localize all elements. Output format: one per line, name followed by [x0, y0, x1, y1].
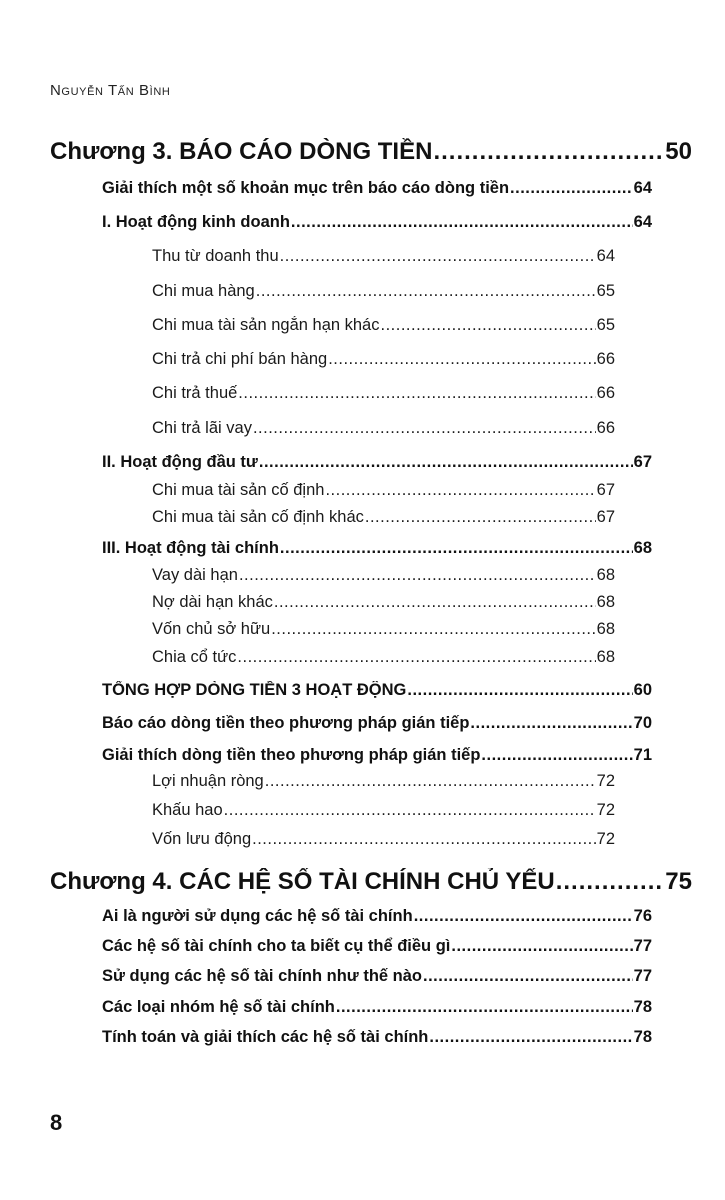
- dot-leader: [280, 539, 633, 558]
- dot-leader: [451, 937, 632, 956]
- toc-page-number: 64: [633, 179, 652, 197]
- toc-item-title: Nợ dài hạn khác: [152, 593, 273, 611]
- toc-item-title: Chi trả chi phí bán hàng: [152, 350, 328, 368]
- dot-leader: [256, 282, 596, 301]
- toc-item[interactable]: [152, 384, 615, 403]
- toc-item-title: Vốn lưu động: [152, 830, 252, 848]
- toc-section-title: Giải thích dòng tiền theo phương pháp gián tiếp: [102, 746, 481, 764]
- toc-page-number: 67: [596, 508, 615, 526]
- toc-item[interactable]: [152, 508, 615, 527]
- dot-leader: [365, 508, 596, 527]
- toc-section[interactable]: [102, 967, 652, 986]
- dot-leader: [265, 772, 596, 791]
- dot-leader: [336, 998, 633, 1017]
- toc-page-number: 68: [596, 648, 615, 666]
- toc-page-number: 68: [596, 593, 615, 611]
- toc-section-title: TỔNG HỢP DÒNG TIỀN 3 HOẠT ĐỘNG: [102, 681, 407, 699]
- toc-item-title: Khấu hao: [152, 801, 223, 819]
- dot-leader: [407, 681, 632, 700]
- dot-leader: [271, 620, 595, 639]
- toc-page-number: 72: [596, 801, 615, 819]
- toc-section-title: Giải thích một số khoản mục trên báo cáo dòng tiền: [102, 179, 510, 197]
- toc-section[interactable]: [102, 907, 652, 926]
- toc-section[interactable]: [102, 453, 652, 472]
- toc-item-title: Chi trả thuế: [152, 384, 238, 402]
- toc-item-title: Chia cổ tức: [152, 648, 237, 666]
- toc-section-title: Ai là người sử dụng các hệ số tài chính: [102, 907, 413, 925]
- toc-section[interactable]: [102, 539, 652, 558]
- toc-item[interactable]: [152, 772, 615, 791]
- toc-item[interactable]: [152, 801, 615, 820]
- toc-section[interactable]: [102, 746, 652, 765]
- toc-item[interactable]: [152, 593, 615, 612]
- toc-chapter-title: Chương 4. CÁC HỆ SỐ TÀI CHÍNH CHỦ YẾU: [50, 868, 555, 895]
- dot-leader: [274, 593, 596, 612]
- toc-section-title: Tính toán và giải thích các hệ số tài chính: [102, 1028, 429, 1046]
- toc-item[interactable]: [152, 247, 615, 266]
- toc-section-title: Sử dụng các hệ số tài chính như thế nào: [102, 967, 423, 985]
- dot-leader: [239, 566, 596, 585]
- dot-leader: [238, 384, 595, 403]
- toc-item-title: Chi mua tài sản cố định: [152, 481, 325, 499]
- toc-item[interactable]: [152, 350, 615, 369]
- toc-section-title: Các hệ số tài chính cho ta biết cụ thể điều gì: [102, 937, 451, 955]
- dot-leader: [556, 868, 665, 896]
- toc-page-number: 68: [633, 539, 652, 557]
- toc-item-title: Lợi nhuận ròng: [152, 772, 264, 790]
- dot-leader: [380, 316, 595, 335]
- toc-item[interactable]: [152, 316, 615, 335]
- page-number: 8: [50, 1110, 63, 1135]
- dot-leader: [259, 453, 633, 472]
- toc-page-number: 67: [633, 453, 652, 471]
- toc-page-number: 68: [596, 620, 615, 638]
- toc-item[interactable]: [152, 648, 615, 667]
- toc-page-number: 50: [665, 138, 692, 165]
- dot-leader: [328, 350, 595, 369]
- toc-page-number: 75: [665, 868, 692, 895]
- toc-page-number: 64: [633, 213, 652, 231]
- dot-leader: [237, 648, 595, 667]
- running-header-author: Nguyễn Tấn Bình: [50, 82, 171, 99]
- toc-item[interactable]: [152, 282, 615, 301]
- dot-leader: [429, 1028, 632, 1047]
- dot-leader: [423, 967, 633, 986]
- dot-leader: [470, 714, 632, 733]
- toc-page-number: 64: [596, 247, 615, 265]
- dot-leader: [414, 907, 633, 926]
- toc-item-title: Chi mua hàng: [152, 282, 255, 300]
- toc-item[interactable]: [152, 830, 615, 849]
- toc-page-number: 77: [633, 937, 652, 955]
- dot-leader: [253, 419, 596, 438]
- toc-item[interactable]: [152, 566, 615, 585]
- toc-page-number: 66: [596, 350, 615, 368]
- toc-section[interactable]: [102, 998, 652, 1017]
- toc-item-title: Thu từ doanh thu: [152, 247, 279, 265]
- toc-section[interactable]: [102, 937, 652, 956]
- toc-section-title: Báo cáo dòng tiền theo phương pháp gián tiếp: [102, 714, 470, 732]
- toc-page-number: 68: [596, 566, 615, 584]
- dot-leader: [481, 746, 632, 765]
- toc-section-title: III. Hoạt động tài chính: [102, 539, 279, 557]
- dot-leader: [252, 830, 596, 849]
- toc-chapter[interactable]: [50, 138, 692, 166]
- toc-page-number: 78: [633, 998, 652, 1016]
- toc-section-title: Các loại nhóm hệ số tài chính: [102, 998, 335, 1016]
- toc-page-number: 76: [633, 907, 652, 925]
- dot-leader: [325, 481, 595, 500]
- toc-page-number: 71: [633, 746, 652, 764]
- toc-item[interactable]: [152, 481, 615, 500]
- toc-section[interactable]: [102, 714, 652, 733]
- dot-leader: [433, 138, 664, 166]
- toc-page-number: 77: [633, 967, 652, 985]
- toc-section[interactable]: [102, 213, 652, 232]
- toc-page-number: 66: [596, 384, 615, 402]
- dot-leader: [510, 179, 633, 198]
- toc-page-number: 66: [596, 419, 615, 437]
- toc-section[interactable]: [102, 681, 652, 700]
- toc-item-title: Vốn chủ sở hữu: [152, 620, 271, 638]
- toc-section[interactable]: [102, 1028, 652, 1047]
- toc-page-number: 60: [633, 681, 652, 699]
- toc-page-number: 67: [596, 481, 615, 499]
- dot-leader: [280, 247, 596, 266]
- toc-page-number: 65: [596, 282, 615, 300]
- toc-item-title: Chi mua tài sản cố định khác: [152, 508, 364, 526]
- toc-page-number: 72: [596, 830, 615, 848]
- toc-section-title: I. Hoạt động kinh doanh: [102, 213, 290, 231]
- toc-page-number: 65: [596, 316, 615, 334]
- toc-item[interactable]: [152, 419, 615, 438]
- toc-chapter-title: Chương 3. BÁO CÁO DÒNG TIỀN: [50, 138, 433, 165]
- toc-section[interactable]: [102, 179, 652, 198]
- toc-page-number: 78: [633, 1028, 652, 1046]
- toc-section-title: II. Hoạt động đầu tư: [102, 453, 258, 471]
- toc-page-number: 72: [596, 772, 615, 790]
- dot-leader: [291, 213, 633, 232]
- toc-item-title: Vay dài hạn: [152, 566, 238, 584]
- toc-page-number: 70: [633, 714, 652, 732]
- toc-item-title: Chi mua tài sản ngắn hạn khác: [152, 316, 380, 334]
- toc-chapter[interactable]: [50, 868, 692, 896]
- toc-item[interactable]: [152, 620, 615, 639]
- dot-leader: [224, 801, 596, 820]
- toc-item-title: Chi trả lãi vay: [152, 419, 252, 437]
